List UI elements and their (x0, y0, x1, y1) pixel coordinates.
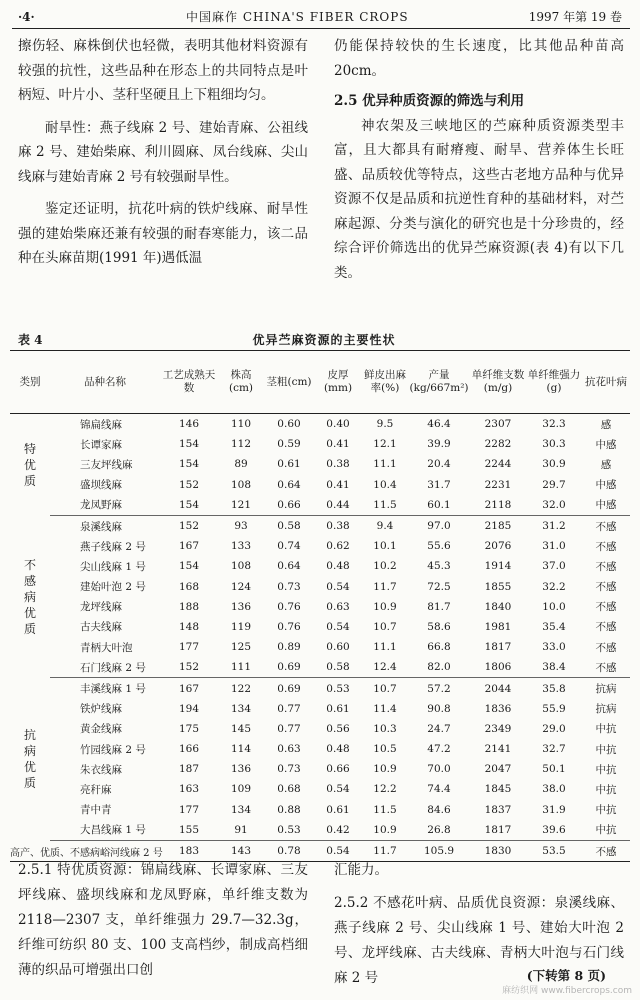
table-cell: 155 (160, 820, 218, 841)
table-cell: 0.66 (326, 763, 350, 776)
table-cell: 31.7 (427, 478, 451, 491)
table-cell: 11.5 (373, 803, 397, 816)
paragraph: 擦伤轻、麻株倒伏也轻微，表明其他材料资源有较强的抗性，这些品种在形态上的共同特点是叶柄短、叶片小、茎秆坚硬且上下粗细均匀。 (18, 38, 308, 103)
table-cell: 46.4 (427, 418, 451, 431)
table-row (10, 719, 630, 739)
table-cell: 0.41 (326, 478, 350, 491)
journal-title: 中国麻作 CHINA'S FIBER CROPS (186, 10, 409, 24)
table-row (10, 779, 630, 799)
table-cell: 中感 (595, 479, 617, 492)
variety-name-cell: 青柄大叶泡 (80, 641, 133, 654)
table-cell: 166 (178, 743, 200, 756)
table-cell: 20.4 (427, 458, 451, 471)
page-number: ·4· (18, 10, 35, 24)
table-cell: 不感 (595, 540, 617, 553)
table-header-cell: 株高(cm) (218, 351, 264, 414)
table-cell: 0.63 (326, 600, 350, 613)
table-cell: 0.63 (277, 743, 301, 756)
table-cell: 152 (160, 657, 218, 678)
table-cell: 2231 (484, 478, 512, 491)
traits-table (10, 350, 630, 862)
table-cell: 114 (230, 743, 252, 756)
table-cell: 109 (230, 783, 252, 796)
table-cell: 9.5 (376, 418, 394, 431)
table-cell: 0.74 (277, 540, 301, 553)
table-cell: 121 (218, 495, 264, 516)
variety-name-cell: 铁炉线麻 (80, 703, 122, 716)
table-cell: 0.61 (326, 702, 350, 715)
table-cell: 134 (230, 702, 252, 715)
table-cell: 136 (230, 600, 252, 613)
table-cell: 10.4 (373, 478, 397, 491)
table-cell: 84.6 (427, 803, 451, 816)
variety-name-cell: 朱衣线麻 (80, 763, 122, 776)
table-row (10, 454, 630, 474)
table-cell: 70.0 (427, 763, 451, 776)
table-cell: 50.1 (542, 763, 566, 776)
table-cell: 中抗 (595, 763, 617, 776)
table-cell: 0.77 (277, 722, 301, 735)
table-cell: 177 (178, 803, 200, 816)
table-cell: 31.2 (542, 520, 566, 533)
table-row (10, 657, 630, 678)
table-cell: 175 (178, 722, 200, 735)
table-cell: 32.3 (542, 418, 566, 431)
table-cell: 134 (230, 803, 252, 816)
left-column (18, 34, 308, 271)
paragraph: 2.5.2 不感花叶病、品质优良资源：泉溪线麻、燕子线麻 2 号、尖山线麻 1 号、建始大叶泡 2 号、龙坪线麻、古夫线麻、青柄大叶泡与石门线麻 2 号 (334, 895, 624, 986)
table-cell: 0.40 (326, 418, 350, 431)
table-cell: 143 (218, 840, 264, 861)
table-cell: 0.53 (264, 820, 314, 841)
table-cell: 2185 (484, 520, 512, 533)
table-cell: 不感 (595, 641, 617, 654)
table-cell: 133 (230, 540, 252, 553)
table-cell: 53.5 (526, 840, 582, 861)
table-cell: 145 (230, 722, 252, 735)
table-row (10, 800, 630, 820)
table-cell: 37.0 (542, 560, 566, 573)
table-cell: 中感 (595, 438, 617, 451)
table-cell: 2118 (470, 495, 526, 516)
table-cell: 0.78 (264, 840, 314, 861)
category-cell: 抗 病 优 质 (23, 728, 36, 791)
table-cell: 2047 (484, 763, 512, 776)
table-cell: 中抗 (595, 804, 617, 817)
table-header-cell: 单纤维强力(g) (526, 351, 582, 414)
table-cell: 10.0 (542, 600, 566, 613)
table-cell: 81.7 (427, 600, 451, 613)
table-header-cell: 工艺成熟天数 (160, 351, 218, 414)
table-cell: 33.0 (542, 641, 566, 654)
table-cell: 148 (178, 620, 200, 633)
continued-note: (下转第 8 页) (526, 968, 606, 983)
paragraph: 仍能保持较快的生长速度，比其他品种苗高 20cm。 (334, 38, 624, 79)
table-cell: 1845 (484, 783, 512, 796)
table-cell: 不感 (595, 601, 617, 614)
table-row (10, 556, 630, 576)
table-row (10, 617, 630, 637)
table-cell: 45.3 (427, 560, 451, 573)
table-row (10, 820, 630, 841)
table-cell: 中抗 (595, 783, 617, 796)
table-cell: 1817 (470, 820, 526, 841)
table-cell: 26.8 (408, 820, 470, 841)
table-cell: 82.0 (408, 657, 470, 678)
table-cell: 不感 (595, 581, 617, 594)
table-cell: 0.76 (277, 620, 301, 633)
table-row (10, 759, 630, 779)
table-cell: 122 (230, 682, 252, 695)
table-cell: 74.4 (427, 783, 451, 796)
table-cell: 中抗 (595, 743, 617, 756)
table-cell: 0.59 (277, 438, 301, 451)
table-cell: 1817 (484, 641, 512, 654)
table-cell: 194 (178, 702, 200, 715)
table-cell: 0.61 (277, 458, 301, 471)
table-row (10, 699, 630, 719)
table-cell: 0.89 (277, 641, 301, 654)
table-cell: 168 (178, 580, 200, 593)
table-cell: 1914 (484, 560, 512, 573)
variety-name-cell: 黄金线麻 (80, 723, 122, 736)
table-cell: 0.73 (277, 763, 301, 776)
table-cell: 0.68 (277, 783, 301, 796)
table-cell: 2044 (484, 682, 512, 695)
table-cell: 0.44 (314, 495, 362, 516)
table-cell: 11.4 (373, 702, 397, 715)
table-row (10, 597, 630, 617)
table-cell: 1840 (484, 600, 512, 613)
variety-name-cell: 三友坪线麻 (80, 458, 133, 471)
variety-name-cell: 泉溪线麻 (80, 520, 122, 533)
table-row (10, 637, 630, 657)
table-cell: 0.64 (277, 560, 301, 573)
table-cell: 10.9 (362, 820, 408, 841)
table-cell: 0.69 (277, 682, 301, 695)
table-cell: 32.0 (526, 495, 582, 516)
table-cell: 1806 (470, 657, 526, 678)
table-cell: 2076 (484, 540, 512, 553)
table-header-cell: 单纤维支数(m/g) (470, 351, 526, 414)
table-cell: 0.42 (314, 820, 362, 841)
table-cell: 183 (160, 840, 218, 861)
paragraph: 鉴定还证明，抗花叶病的铁炉线麻、耐旱性强的建始柴麻还兼有较强的耐春寒能力，该二品种在头麻苗期(1991 年)遇低温 (18, 201, 308, 266)
table-cell: 47.2 (427, 743, 451, 756)
table-cell: 1836 (484, 702, 512, 715)
table-header-cell: 茎粗(cm) (264, 351, 314, 414)
table-cell: 10.9 (373, 600, 397, 613)
table-cell: 0.69 (264, 657, 314, 678)
variety-name-cell: 大昌线麻 1 号 (50, 820, 160, 841)
table-cell: 108 (230, 560, 252, 573)
table-row (10, 414, 630, 435)
table-cell: 38.4 (526, 657, 582, 678)
table-cell: 39.6 (526, 820, 582, 841)
table-cell: 0.58 (277, 520, 301, 533)
table-cell: 10.9 (373, 763, 397, 776)
table-row (10, 475, 630, 495)
variety-name-cell: 青中青 (80, 804, 112, 817)
table-cell: 152 (178, 478, 200, 491)
table-cell: 不感 (595, 560, 617, 573)
table-cell: 0.60 (326, 641, 350, 654)
table-cell: 1837 (484, 803, 512, 816)
variety-name-cell: 燕子线麻 2 号 (80, 540, 146, 553)
table-cell: 0.64 (277, 478, 301, 491)
table-row (10, 678, 630, 699)
table-cell: 152 (178, 520, 200, 533)
table-cell: 12.4 (362, 657, 408, 678)
table-cell: 0.88 (277, 803, 301, 816)
table-cell: 1830 (470, 840, 526, 861)
table-cell: 29.0 (542, 722, 566, 735)
table-row (10, 739, 630, 759)
variety-name-cell: 石门线麻 2 号 (50, 657, 160, 678)
variety-name-cell: 建始叶泡 2 号 (80, 581, 146, 594)
table-cell: 105.9 (408, 840, 470, 861)
table-header-cell: 鲜皮出麻率(%) (362, 351, 408, 414)
table-cell: 11.1 (373, 458, 397, 471)
table-cell: 89 (234, 458, 248, 471)
table-cell: 24.7 (427, 722, 451, 735)
table-cell: 163 (178, 783, 200, 796)
table-cell: 32.7 (542, 743, 566, 756)
table-cell: 167 (178, 540, 200, 553)
table-header-row (10, 351, 630, 414)
table-cell: 119 (230, 620, 252, 633)
table-cell: 112 (230, 438, 252, 451)
table-cell: 111 (218, 657, 264, 678)
table-cell: 55.6 (427, 540, 451, 553)
table-cell: 0.60 (277, 418, 301, 431)
table-cell: 31.9 (542, 803, 566, 816)
running-header (12, 6, 630, 29)
table-header-cell: 产量(kg/667m²) (408, 351, 470, 414)
table-cell: 12.2 (373, 783, 397, 796)
table-cell: 187 (178, 763, 200, 776)
table-cell: 0.54 (326, 620, 350, 633)
table-cell: 57.2 (427, 682, 451, 695)
table-cell: 29.7 (542, 478, 566, 491)
table-row (10, 536, 630, 556)
right-column (334, 34, 624, 285)
table-cell: 中感 (582, 495, 630, 516)
variety-name-cell: 锦扁线麻 (80, 418, 122, 431)
table-cell: 55.9 (542, 702, 566, 715)
table-cell: 154 (178, 560, 200, 573)
category-cell: 不 感 病 优 质 (23, 557, 36, 636)
watermark: 麻纺织网 www.fibercrops.com (502, 986, 632, 996)
table-cell: 38.0 (542, 783, 566, 796)
table-cell: 90.8 (427, 702, 451, 715)
table-cell: 97.0 (427, 520, 451, 533)
table-cell: 2307 (484, 418, 512, 431)
table-row (10, 515, 630, 536)
table-header-cell: 皮厚(mm) (314, 351, 362, 414)
bottom-left-column (18, 858, 308, 983)
table-cell: 不感 (582, 657, 630, 678)
table-cell: 0.54 (314, 840, 362, 861)
table-cell: 9.4 (376, 520, 394, 533)
table-cell: 0.54 (326, 783, 350, 796)
table-cell: 146 (178, 418, 200, 431)
table-cell: 154 (160, 495, 218, 516)
table-cell: 10.7 (373, 620, 397, 633)
table-cell: 10.7 (373, 682, 397, 695)
table-cell: 0.62 (326, 540, 350, 553)
table-cell: 154 (178, 438, 200, 451)
table-cell: 93 (234, 520, 248, 533)
paragraph: 神农架及三峡地区的苎麻种质资源类型丰富，且大都具有耐瘠瘦、耐旱、营养体生长旺盛、品质较优等特点，这些古老地方品种与优异资源不仅是品质和抗逆性育种的基础材料，对苎麻起源、分类与演化的研究也是十分珍贵的，经综合评价筛选出的优异苎麻资源(表 4)有以下几类。 (334, 117, 624, 281)
paragraph: 耐旱性：燕子线麻 2 号、建始青麻、公祖线麻 2 号、建始柴麻、利川圆麻、凤台线麻、尖山线麻与建始青麻 2 号有较强耐旱性。 (18, 119, 308, 185)
table-cell: 10.5 (373, 743, 397, 756)
table-cell: 11.7 (362, 840, 408, 861)
table-cell: 32.2 (542, 580, 566, 593)
table-cell: 60.1 (408, 495, 470, 516)
table-cell: 2141 (484, 743, 512, 756)
table-cell: 154 (178, 458, 200, 471)
table-cell: 0.61 (326, 803, 350, 816)
table-header-cell: 类别 (10, 351, 50, 414)
table-cell: 0.38 (326, 458, 350, 471)
table-cell: 35.4 (542, 620, 566, 633)
variety-name-cell: 盛坝线麻 (80, 479, 122, 492)
table-cell: 0.48 (326, 743, 350, 756)
table-cell: 中抗 (582, 820, 630, 841)
table-cell: 31.0 (542, 540, 566, 553)
table-cell: 抗病 (595, 683, 617, 696)
table-cell: 2282 (484, 438, 512, 451)
table-header-cell: 品种名称 (50, 351, 160, 414)
table-caption (18, 329, 630, 349)
variety-name-cell: 亮秆麻 (80, 783, 112, 796)
table-row (10, 577, 630, 597)
table-cell: 10.1 (373, 540, 397, 553)
variety-name-cell: 尖山线麻 1 号 (80, 560, 146, 573)
table-cell: 66.8 (427, 641, 451, 654)
table-cell: 0.41 (326, 438, 350, 451)
variety-name-cell: 竹园线麻 2 号 (80, 743, 146, 756)
table-cell: 72.5 (427, 580, 451, 593)
table-cell: 39.9 (427, 438, 451, 451)
variety-name-cell: 丰溪线麻 1 号 (80, 683, 146, 696)
table-cell: 108 (230, 478, 252, 491)
table-cell: 35.8 (542, 682, 566, 695)
table-cell: 10.3 (373, 722, 397, 735)
table-cell: 167 (178, 682, 200, 695)
table-cell: 11.5 (362, 495, 408, 516)
table-cell: 10.2 (373, 560, 397, 573)
table-cell: 188 (178, 600, 200, 613)
table-cell: 感 (600, 418, 612, 431)
table-cell: 30.3 (542, 438, 566, 451)
table-cell: 0.38 (326, 520, 350, 533)
paragraph: 2.5.1 特优质资源：锦扁线麻、长谭家麻、三友坪线麻、盛坝线麻和龙凤野麻，单纤维支数为 2118—2307 支，单纤维强力 29.7—32.3g，纤维可纺织 80 支、100 支高档纱，制成高档细薄的织品可增强出口创 (18, 862, 308, 978)
variety-name-cell: 长谭家麻 (80, 438, 122, 451)
table-row (10, 434, 630, 454)
table-cell: 136 (230, 763, 252, 776)
table-cell: 11.1 (373, 641, 397, 654)
paragraph: 汇能力。 (334, 862, 388, 878)
table-cell: 2349 (484, 722, 512, 735)
variety-name-cell: 高产、优质、不感病峪河线麻 2 号 (10, 840, 160, 861)
table-number: 表 4 (18, 333, 43, 347)
table-cell: 124 (230, 580, 252, 593)
table-cell: 0.77 (277, 702, 301, 715)
table-cell: 12.1 (373, 438, 397, 451)
variety-name-cell: 龙坪线麻 (80, 601, 122, 614)
table-cell: 0.53 (326, 682, 350, 695)
table-cell: 抗病 (595, 703, 617, 716)
table-cell: 125 (230, 641, 252, 654)
section-heading: 2.5 优异种质资源的筛选与利用 (334, 93, 525, 109)
table-cell: 0.73 (277, 580, 301, 593)
variety-name-cell: 古夫线麻 (80, 621, 122, 634)
table-cell: 中抗 (595, 723, 617, 736)
table-cell: 30.9 (542, 458, 566, 471)
table-cell: 1981 (484, 620, 512, 633)
variety-name-cell: 龙凤野麻 (50, 495, 160, 516)
table-cell: 2244 (484, 458, 512, 471)
table-cell: 不感 (582, 840, 630, 861)
table-cell: 0.58 (314, 657, 362, 678)
table-cell: 11.7 (373, 580, 397, 593)
table-cell: 0.76 (277, 600, 301, 613)
table-cell: 0.56 (326, 722, 350, 735)
table-header-cell: 抗花叶病 (582, 351, 630, 414)
table-cell: 感 (600, 458, 612, 471)
table-cell: 91 (218, 820, 264, 841)
table-cell: 0.66 (264, 495, 314, 516)
table-cell: 不感 (595, 520, 617, 533)
table-cell: 1855 (484, 580, 512, 593)
table-cell: 不感 (595, 621, 617, 634)
table-cell: 0.54 (326, 580, 350, 593)
table-cell: 177 (178, 641, 200, 654)
table-cell: 0.48 (326, 560, 350, 573)
table-title: 优异苎麻资源的主要性状 (252, 333, 396, 347)
category-cell: 特 优 质 (23, 441, 36, 488)
table-cell: 110 (230, 418, 252, 431)
table-cell: 58.6 (427, 620, 451, 633)
volume-info: 1997 年第 19 卷 (528, 10, 622, 24)
table-row (10, 495, 630, 516)
